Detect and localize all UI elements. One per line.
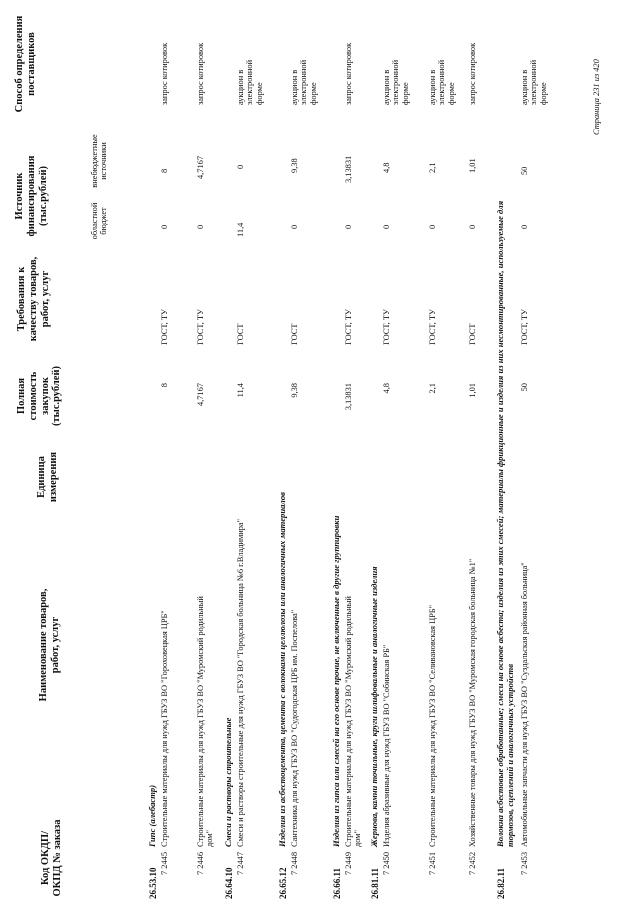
- header-unit: Единица измерения: [36, 451, 59, 503]
- group-title: Изделия из гипса или смесей на его основе прочие, не включенные в другие группировки: [331, 515, 341, 847]
- quality-standard: ГОСТ, ТУ: [382, 309, 391, 345]
- item-name: Строительные материалы для нужд ГБУЗ ВО "Гороховецкая ЦРБ": [160, 610, 169, 847]
- funding-extra: 50: [520, 166, 529, 175]
- quality-standard: ГОСТ: [290, 323, 299, 345]
- order-number: 7 2446: [196, 851, 205, 875]
- group-title: Изделия из асбестоцемента, цемента с волокнами целлюлозы или аналогичных материалов: [277, 492, 287, 847]
- total-cost: 2,1: [428, 383, 437, 394]
- total-cost: 50: [520, 383, 529, 392]
- quality-standard: ГОСТ: [468, 323, 477, 345]
- funding-extra: 1,01: [468, 158, 477, 173]
- quality-standard: ГОСТ, ТУ: [428, 309, 437, 345]
- group-code: 26.53.10: [148, 867, 158, 899]
- total-cost: 4,7167: [196, 383, 205, 407]
- funding-regional: 0: [344, 224, 353, 229]
- item-name: Сантехника для нужд ГБУЗ ВО "Судогодская ЦРБ им. Поспелова": [290, 609, 299, 847]
- group-code: 26.64.10: [224, 867, 234, 899]
- total-cost: 4,8: [382, 383, 391, 394]
- header-funding: Источник финансирования (тыс.рублей): [14, 155, 49, 237]
- header-quality: Требования к качеству товаров, работ, услуг: [16, 256, 51, 342]
- procurement-method: запрос котировок: [160, 42, 169, 105]
- group-code: 26.82.11: [496, 867, 506, 899]
- funding-extra: 9,38: [290, 158, 299, 173]
- total-cost: 8: [160, 383, 169, 388]
- group-code: 26.65.12: [278, 867, 288, 899]
- funding-regional: 0: [428, 224, 437, 229]
- funding-regional: 0: [160, 224, 169, 229]
- header-funding-extra: внебюджетные источники: [90, 134, 109, 188]
- quality-standard: ГОСТ, ТУ: [160, 309, 169, 345]
- funding-regional: 0: [468, 224, 477, 229]
- funding-regional: 0: [196, 224, 205, 229]
- procurement-method: аукцион в электронной форме: [236, 59, 264, 105]
- procurement-method: аукцион в электронной форме: [382, 59, 410, 105]
- order-number: 7 2445: [160, 851, 169, 875]
- group-code: 26.66.11: [332, 867, 342, 899]
- funding-regional: 0: [290, 224, 299, 229]
- item-name: Строительные материалы для нужд ГБУЗ ВО "Муромский родильный дом": [196, 596, 215, 847]
- item-name: Изделия абразивные для нужд ГБУЗ ВО "Собинская РБ": [382, 644, 391, 847]
- header-total: Полная стоимость закупок (тыс.рублей): [16, 365, 63, 427]
- header-name: Наименование товаров, работ, услуг: [38, 588, 61, 702]
- header-code: Код ОКДП/ ОКПД № заказа: [40, 819, 63, 897]
- procurement-method: запрос котировок: [196, 42, 205, 105]
- total-cost: 1,01: [468, 383, 477, 398]
- item-name: Автомобильные запчасти для нужд ГБУЗ ВО "Суздальская районная больница": [520, 562, 529, 847]
- item-name: Смеси и растворы строительные для нужд ГБУЗ ВО "Городская больница №6 г.Владимира": [236, 518, 245, 847]
- order-number: 7 2449: [344, 851, 353, 875]
- group-title: Жернова, камни точильные, круги шлифовальные и аналогичные изделия: [369, 566, 379, 847]
- procurement-method: запрос котировок: [344, 42, 353, 105]
- group-title: Гипс (алебастр): [147, 784, 157, 847]
- order-number: 7 2451: [428, 851, 437, 875]
- funding-extra: 4,8: [382, 162, 391, 173]
- item-name: Строительные материалы для нужд ГБУЗ ВО "Селивановская ЦРБ": [428, 604, 437, 847]
- quality-standard: ГОСТ, ТУ: [344, 309, 353, 345]
- procurement-method: запрос котировок: [468, 42, 477, 105]
- order-number: 7 2452: [468, 851, 477, 875]
- header-method: Способ определения поставщиков: [14, 15, 37, 113]
- procurement-method: аукцион в электронной форме: [290, 59, 318, 105]
- quality-standard: ГОСТ, ТУ: [196, 309, 205, 345]
- page-number: Страница 231 из 420: [592, 59, 601, 135]
- funding-extra: 0: [236, 164, 245, 169]
- order-number: 7 2453: [520, 851, 529, 875]
- quality-standard: ГОСТ, ТУ: [520, 309, 529, 345]
- group-title: Волокна асбестовые обработанные; смеси на основе асбеста; изделия из этих смесей; материалы фрикционные и изделия из них несмонтированные, используемые для тормозов, сцеплений и аналогичных устройств: [495, 200, 515, 847]
- header-funding-regional: областной бюджет: [90, 202, 109, 240]
- procurement-method: аукцион в электронной форме: [428, 59, 456, 105]
- funding-regional: 0: [520, 224, 529, 229]
- order-number: 7 2447: [236, 851, 245, 875]
- funding-regional: 0: [382, 224, 391, 229]
- funding-extra: 3,13831: [344, 155, 353, 183]
- total-cost: 11,4: [236, 383, 245, 398]
- item-name: Хозяйственные товары для нужд ГБУЗ ВО "Муромская городская больница №1": [468, 558, 477, 847]
- group-code: 26.81.11: [370, 867, 380, 899]
- funding-extra: 4,7167: [196, 155, 205, 179]
- quality-standard: ГОСТ: [236, 323, 245, 345]
- order-number: 7 2450: [382, 851, 391, 875]
- total-cost: 9,38: [290, 383, 299, 398]
- funding-extra: 2,1: [428, 162, 437, 173]
- item-name: Строительные материалы для нужд ГБУЗ ВО "Муромский родильный дом": [344, 596, 363, 847]
- total-cost: 3,13831: [344, 383, 353, 411]
- funding-extra: 8: [160, 168, 169, 173]
- procurement-method: аукцион в электронной форме: [520, 59, 548, 105]
- group-title: Смеси и растворы строительные: [223, 717, 233, 847]
- order-number: 7 2448: [290, 851, 299, 875]
- funding-regional: 11,4: [236, 222, 245, 237]
